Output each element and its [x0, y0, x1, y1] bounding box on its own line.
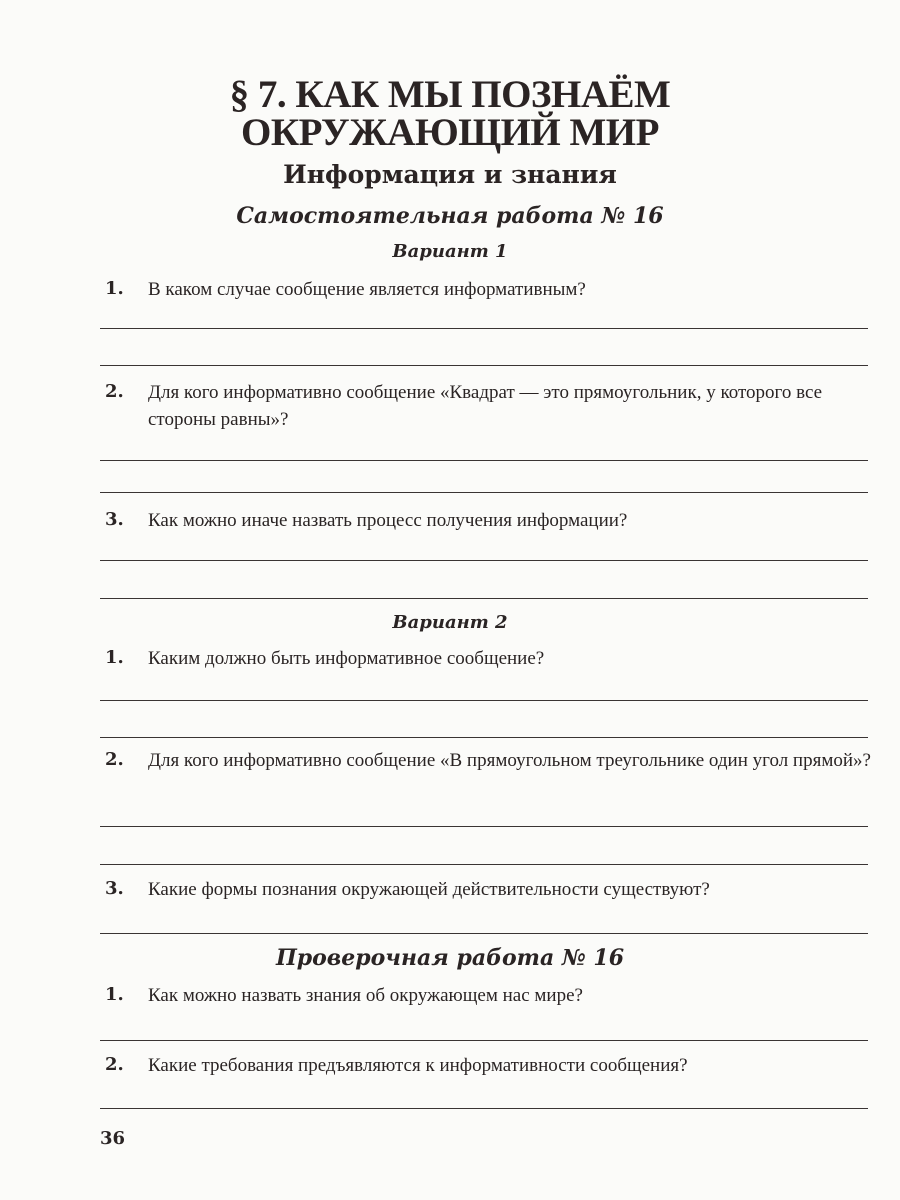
- answer-line[interactable]: [100, 560, 868, 561]
- question-number: 3.: [105, 878, 124, 899]
- question-text: Для кого информативно сообщение «В прямоугольном треугольнике один угол прямой»?: [148, 750, 871, 771]
- question-text: Как можно иначе назвать процесс получения информации?: [148, 510, 628, 531]
- topic-heading: Информация и знания: [283, 160, 617, 189]
- question-text: Какие требования предъявляются к информативности сообщения?: [148, 1055, 688, 1076]
- question-text: В каком случае сообщение является информативным?: [148, 279, 586, 300]
- answer-line[interactable]: [100, 1108, 868, 1109]
- answer-line[interactable]: [100, 700, 868, 701]
- question-number: 2.: [105, 381, 124, 402]
- answer-line[interactable]: [100, 365, 868, 366]
- question-number: 1.: [105, 647, 124, 668]
- answer-line[interactable]: [100, 1040, 868, 1041]
- answer-line[interactable]: [100, 933, 868, 934]
- question-text: Какие формы познания окружающей действительности существуют?: [148, 879, 710, 900]
- question-number: 1.: [105, 278, 124, 299]
- answer-line[interactable]: [100, 598, 868, 599]
- variant2-heading: Вариант 2: [392, 612, 508, 633]
- test-work-heading: Проверочная работа № 16: [275, 945, 625, 971]
- question-number: 1.: [105, 984, 124, 1005]
- variant1-heading: Вариант 1: [392, 241, 508, 262]
- question-text: Как можно назвать знания об окружающем нас мире?: [148, 985, 583, 1006]
- question-number: 2.: [105, 1054, 124, 1075]
- answer-line[interactable]: [100, 737, 868, 738]
- question-text: Для кого информативно сообщение «Квадрат — это прямоугольник, у которого все стороны равны»?: [148, 382, 823, 430]
- answer-line[interactable]: [100, 460, 868, 461]
- independent-work-heading: Самостоятельная работа № 16: [236, 203, 664, 229]
- answer-line[interactable]: [100, 328, 868, 329]
- page-number: 36: [100, 1128, 126, 1149]
- answer-line[interactable]: [100, 492, 868, 493]
- question-number: 2.: [105, 749, 124, 770]
- section-title-line1: § 7. КАК МЫ ПОЗНАЁМ: [229, 73, 671, 116]
- answer-line[interactable]: [100, 864, 868, 865]
- section-title-line2: ОКРУЖАЮЩИЙ МИР: [241, 111, 659, 154]
- question-number: 3.: [105, 509, 124, 530]
- answer-line[interactable]: [100, 826, 868, 827]
- question-text: Каким должно быть информативное сообщение?: [148, 648, 545, 669]
